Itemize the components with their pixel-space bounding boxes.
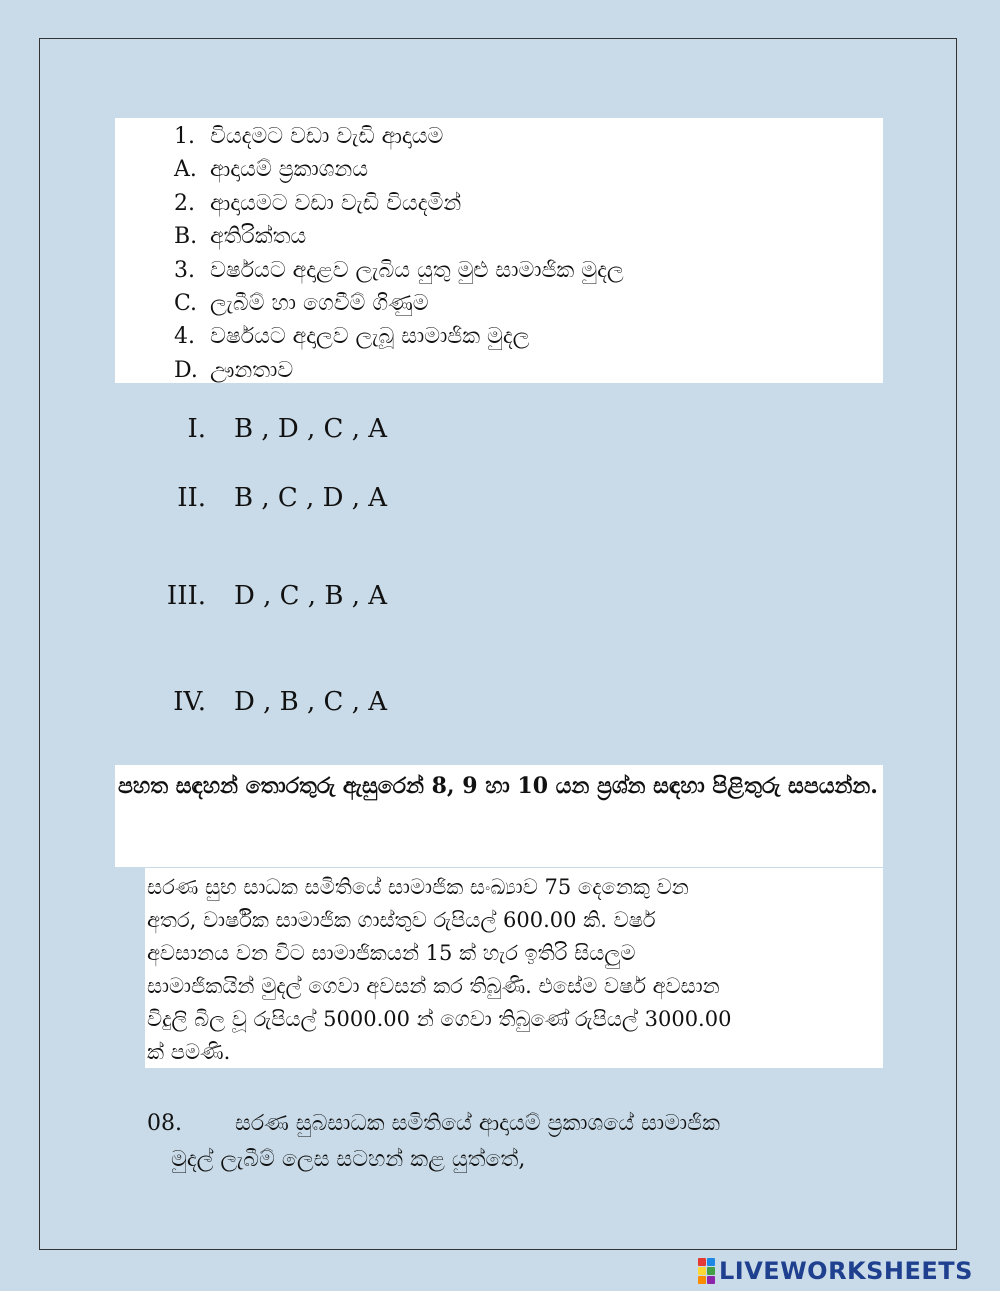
matching-list bbox=[174, 120, 624, 387]
question-line-1: සරණ සුබසාධක සමිතියේ ආදායම් ප්‍රකාශයේ සාමාජික bbox=[235, 1111, 720, 1136]
logo-tile bbox=[707, 1267, 715, 1275]
passage-line: අවසානය වන විට සාමාජිකයන් 15 ක් හැර ඉතිරි සියලුම bbox=[147, 941, 636, 965]
matching-item: 2. ආදායමට වඩා වැඩි වියදමින් bbox=[174, 190, 462, 216]
liveworksheets-logo-icon bbox=[698, 1258, 715, 1284]
instruction-text: පහත සඳහන් තොරතුරු ඇසුරෙන් 8, 9 හා 10 යන ප්‍රශ්න සඳහා පිළිතුරු සපයන්න. bbox=[118, 773, 878, 799]
passage-line: අතර, වාර්ෂික සාමාජික ගාස්තුව රුපියල් 600.00 කි. වර්ෂ bbox=[147, 908, 656, 932]
matching-item: A. ආදායම් ප්‍රකාශනය bbox=[174, 157, 369, 183]
logo-tile bbox=[698, 1276, 706, 1284]
question-line-2: මුදල් ලැබීම් ලෙස සටහන් කළ යුත්තේ, bbox=[171, 1147, 526, 1172]
answer-option-iv[interactable]: IV. D , B , C , A bbox=[173, 687, 388, 717]
passage-text bbox=[147, 871, 877, 1069]
logo-tile bbox=[698, 1258, 706, 1266]
answer-option-iii[interactable]: III. D , C , B , A bbox=[166, 581, 388, 611]
liveworksheets-logo[interactable] bbox=[698, 1255, 973, 1287]
passage-line: සරණ සුභ සාධක සමිතියේ සාමාජික සංඛ්‍යාව 75 දෙනෙකු වන bbox=[147, 875, 689, 899]
passage-line: ක් පමණි. bbox=[147, 1040, 231, 1064]
matching-item: 4. වර්ෂයට අදාලව ලැබූ සාමාජික මුදල bbox=[174, 324, 530, 350]
matching-item: D. ඌනතාව bbox=[174, 357, 294, 383]
logo-tile bbox=[707, 1276, 715, 1284]
matching-item: 1. වියදමට වඩා වැඩි ආදායම bbox=[174, 124, 444, 149]
passage-line: සාමාජිකයින් මුදල් ගෙවා අවසන් කර තිබුණි. එසේම වර්ෂ අවසාන bbox=[147, 974, 720, 998]
matching-item: 3. වර්ෂයට අදාළව ලැබිය යුතු මුළු සාමාජික මුදල bbox=[174, 257, 624, 283]
question-08 bbox=[147, 1106, 881, 1178]
question-number: 08. bbox=[147, 1111, 182, 1136]
matching-item: B. අතිරික්තය bbox=[174, 224, 307, 250]
logo-tile bbox=[698, 1267, 706, 1275]
matching-item: C. ලැබීම් හා ගෙවීම් ගිණුම bbox=[174, 290, 429, 316]
answer-option-i[interactable]: I. B , D , C , A bbox=[187, 414, 388, 444]
passage-line: විදුලි බිල වූ රුපියල් 5000.00 න් ගෙවා තිබුණේ රුපියල් 3000.00 bbox=[147, 1007, 732, 1031]
logo-tile bbox=[707, 1258, 715, 1266]
answer-option-ii[interactable]: II. B , C , D , A bbox=[177, 483, 388, 513]
logo-text: LIVEWORKSHEETS bbox=[719, 1257, 973, 1285]
